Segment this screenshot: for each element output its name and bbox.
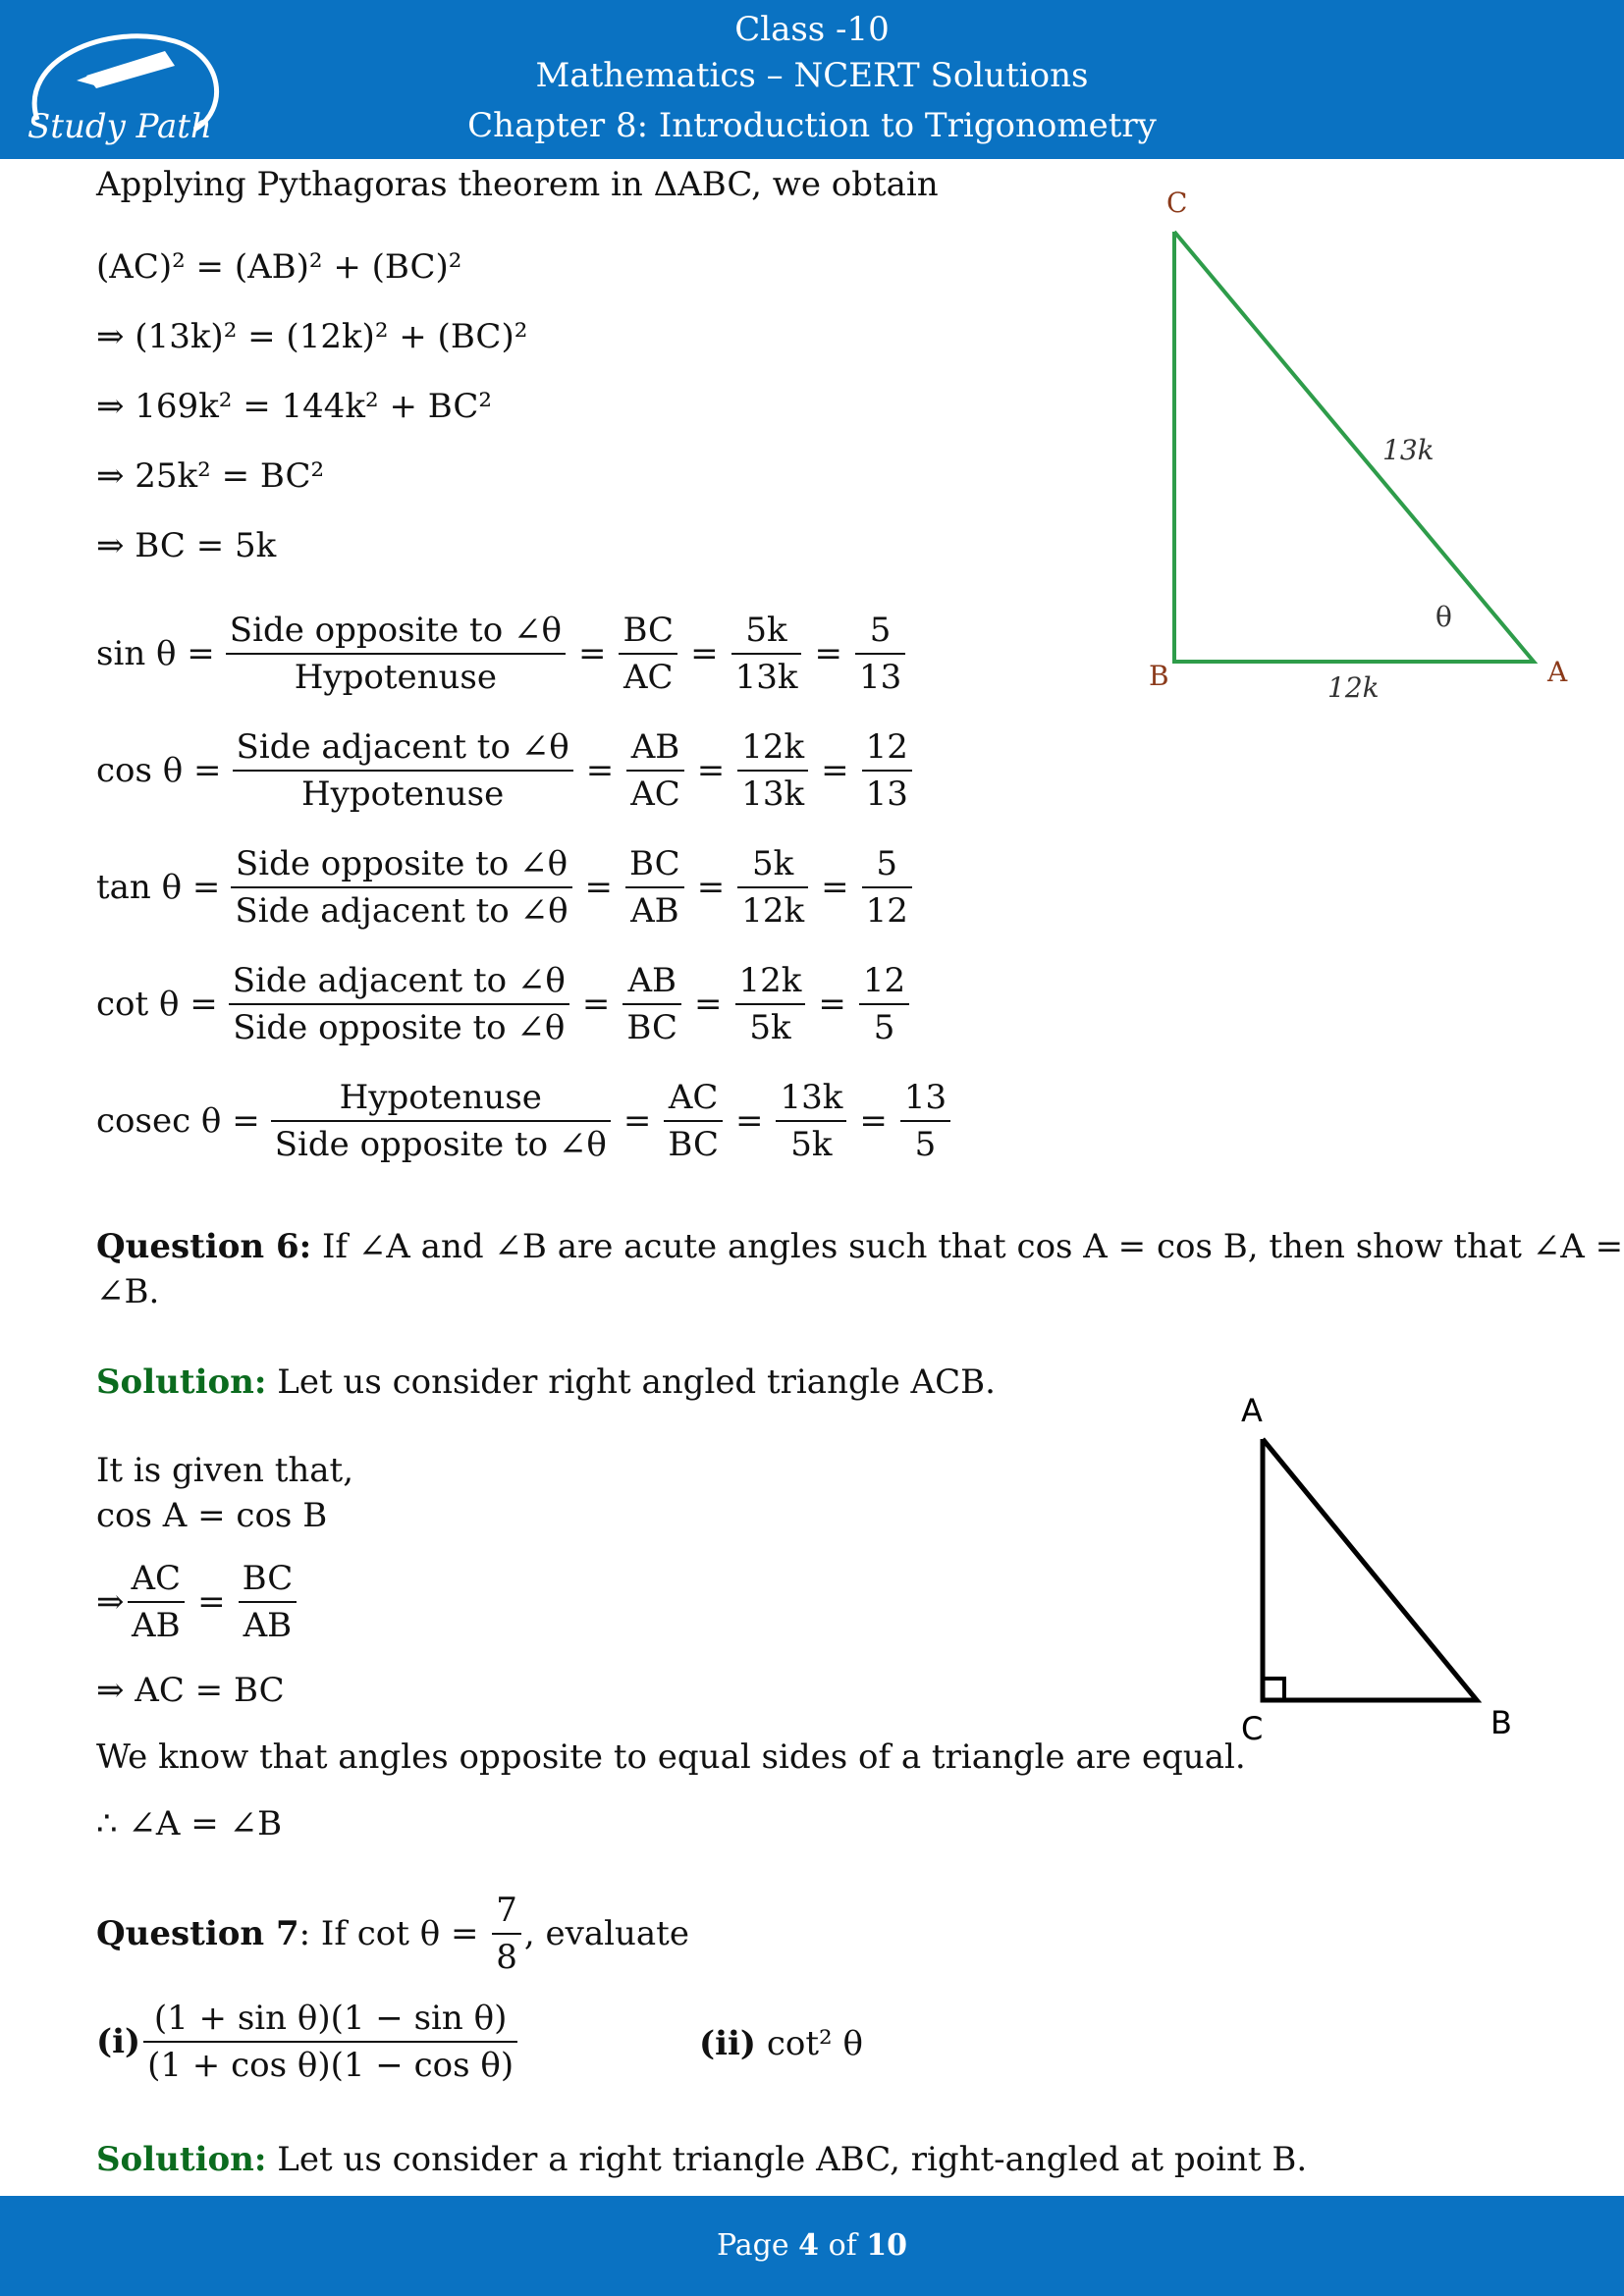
- logo-text: Study Path: [27, 107, 212, 146]
- header-chapter: Chapter 8: Introduction to Trigonometry: [467, 106, 1157, 145]
- page-footer: [0, 2196, 1624, 2296]
- header-subject: Mathematics – NCERT Solutions: [535, 56, 1089, 95]
- cosec-label: cosec θ =: [96, 1101, 260, 1141]
- q6-label: Question 6:: [96, 1227, 312, 1266]
- cosec-ratio: cosec θ = $\frac{\text{Hypotenuse}}{\text{Side opposite to ∠θ}}$ = $\frac{AC}{BC}$ = $\frac{13k}{5k}$ = $\frac{13}{5}$: [96, 1078, 953, 1164]
- q7-part-ii: [699, 2024, 863, 2063]
- q6-solution: [96, 1362, 996, 1402]
- q6-eq2: ⇒ $\frac{AC}{AB}$ = $\frac{BC}{AB}$: [96, 1559, 299, 1645]
- vertex-b-label: B: [1490, 1704, 1512, 1741]
- page-header: [0, 0, 1624, 159]
- step-4: ⇒ 25k² = BC²: [96, 456, 325, 496]
- q6-eq1: cos A = cos B: [96, 1496, 328, 1535]
- vertex-c-label: C: [1241, 1710, 1264, 1747]
- sin-label: sin θ =: [96, 634, 215, 673]
- q7-solution-text: Let us consider a right triangle ABC, right-angled at point B.: [266, 2140, 1308, 2179]
- intro-text: Applying Pythagoras theorem in ΔABC, we obtain: [96, 165, 939, 204]
- cos-ratio: cos θ = $\frac{\text{Side adjacent to ∠θ}}{\text{Hypotenuse}}$ = $\frac{AB}{AC}$ = $\frac{12k}{13k}$ = $\frac{12}{13}$: [96, 727, 915, 814]
- sin-ratio: sin θ = $\frac{\text{Side opposite to ∠θ}}{\text{Hypotenuse}}$ = $\frac{BC}{AC}$ = $\frac{5k}{13k}$ = $\frac{5}{13}$: [96, 611, 908, 697]
- q7-part-i-label: (i): [96, 2022, 141, 2061]
- q7-text-post: , evaluate: [523, 1914, 689, 1953]
- tan-label: tan θ =: [96, 868, 221, 907]
- vertex-c-label: C: [1166, 187, 1188, 219]
- q7-part-ii-label: (ii): [699, 2024, 757, 2063]
- q6-fact: We know that angles opposite to equal sides of a triangle are equal.: [96, 1737, 1246, 1777]
- vertex-a-label: A: [1241, 1392, 1263, 1429]
- triangle-abc-figure: [1139, 187, 1581, 707]
- q7-label: Question 7: [96, 1914, 299, 1953]
- page-total: 10: [866, 2228, 908, 2263]
- triangle-acb-figure: [1227, 1384, 1532, 1747]
- vertex-a-label: A: [1547, 656, 1568, 688]
- q6-text: If ∠A and ∠B are acute angles such that cos A = cos B, then show that ∠A =: [311, 1227, 1624, 1266]
- cot-ratio: cot θ = $\frac{\text{Side adjacent to ∠θ}}{\text{Side opposite to ∠θ}}$ = $\frac{AB}{BC}$ = $\frac{12k}{5k}$ = $\frac{12}{5}$: [96, 961, 912, 1047]
- header-class: Class -10: [734, 10, 890, 49]
- step-3: ⇒ 169k² = 144k² + BC²: [96, 387, 493, 426]
- hypotenuse-label: 13k: [1382, 434, 1435, 466]
- q7-part-ii-expr: cot² θ: [766, 2024, 863, 2063]
- tan-ratio: tan θ = $\frac{\text{Side opposite to ∠θ}}{\text{Side adjacent to ∠θ}}$ = $\frac{BC}{AB}$ = $\frac{5k}{12k}$ = $\frac{5}{12}$: [96, 844, 915, 931]
- q6-line1: [96, 1227, 1623, 1266]
- cos-label: cos θ =: [96, 751, 222, 790]
- q7-text-pre: : If cot θ =: [298, 1914, 490, 1953]
- right-angle-marker: [1263, 1679, 1284, 1700]
- q7-line: Question 7 : If cot θ = $\frac{7}{8}$ , evaluate: [96, 1891, 689, 1977]
- q6-conclusion: ∴ ∠A = ∠B: [96, 1804, 283, 1843]
- q6-solution-text: Let us consider right angled triangle ACB.: [266, 1362, 996, 1402]
- q6-given: It is given that,: [96, 1451, 354, 1490]
- page-prefix: Page: [716, 2228, 799, 2263]
- triangle-acb-lines: [1263, 1439, 1477, 1700]
- theta-label: θ: [1435, 601, 1452, 633]
- page-current: 4: [798, 2228, 820, 2263]
- cot-label: cot θ =: [96, 985, 218, 1024]
- q6-eq3: ⇒ AC = BC: [96, 1671, 285, 1710]
- triangle-abc-lines: [1174, 232, 1534, 662]
- page-of: of: [819, 2228, 867, 2263]
- step-2: ⇒ (13k)² = (12k)² + (BC)²: [96, 317, 528, 356]
- q7-part-i: (i) $\frac{\text{(1 + sin θ)(1 − sin θ)}}{\text{(1 + cos θ)(1 − cos θ)}}$: [96, 1999, 520, 2085]
- q6-solution-label: Solution:: [96, 1362, 267, 1402]
- vertex-b-label: B: [1149, 660, 1169, 692]
- base-label: 12k: [1327, 671, 1380, 704]
- q7-solution: [96, 2140, 1307, 2179]
- step-1: (AC)² = (AB)² + (BC)²: [96, 247, 462, 287]
- step-5: ⇒ BC = 5k: [96, 526, 277, 565]
- q6-line2: ∠B.: [96, 1272, 160, 1311]
- q7-solution-label: Solution:: [96, 2140, 267, 2179]
